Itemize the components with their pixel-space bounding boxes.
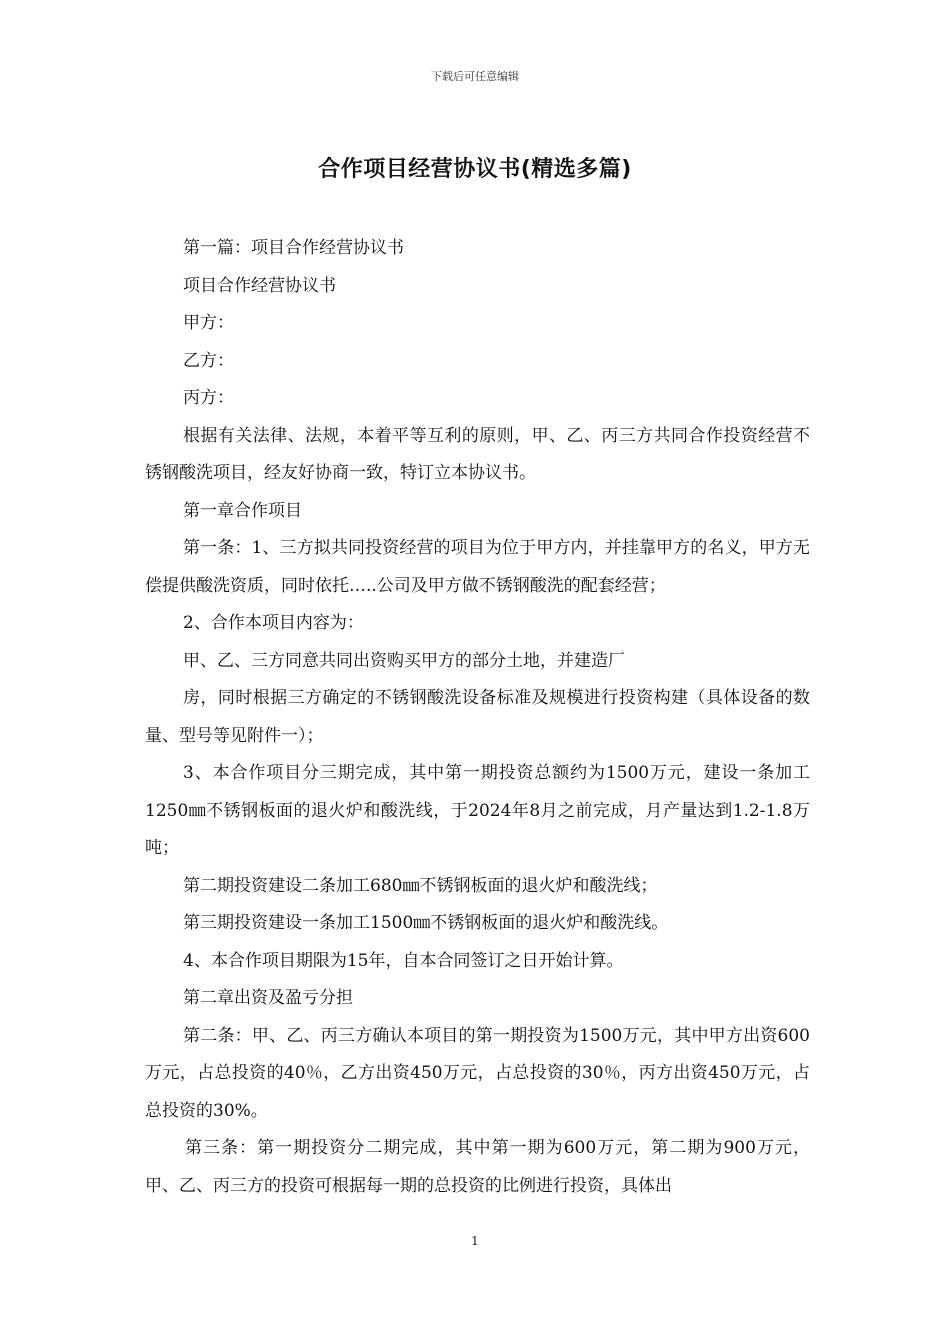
clause-paragraph: 甲、乙、三方同意共同出资购买甲方的部分土地，并建造厂 [183,650,625,671]
document-title: 合作项目经营协议书(精选多篇) [318,157,632,182]
clause-paragraph: 房，同时根据三方确定的不锈钢酸洗设备标准及规模进行投资构建（具体设备的数量、型号等见附件一）； [145,688,810,746]
party-b-line: 乙方： [183,350,234,371]
article-paragraph: 第二条：甲、乙、丙三方确认本项目的第一期投资为1500万元，其中甲方出资600万元，占总投资的40％，乙方出资450万元，占总投资的30％，丙方出资450万元，占总投资的30%。 [145,1025,810,1121]
clause-paragraph: 第二期投资建设二条加工680㎜不锈钢板面的退火炉和酸洗线； [183,875,658,896]
chapter-heading: 第一章合作项目 [183,500,302,521]
article-paragraph: 第三条：第一期投资分二期完成，其中第一期为600万元，第二期为900万元，甲、乙、丙三方的投资可根据每一期的总投资的比例进行投资，具体出 [145,1138,810,1196]
document-body [145,230,810,1205]
clause-paragraph: 第三期投资建设一条加工1500㎜不锈钢板面的退火炉和酸洗线。 [183,913,669,933]
chapter-heading: 第二章出资及盈亏分担 [183,988,353,1008]
clause-paragraph: 3、本合作项目分三期完成，其中第一期投资总额约为1500万元，建设一条加工1250㎜不锈钢板面的退火炉和酸洗线，于2024年8月之前完成，月产量达到1.2-1.8万吨； [145,763,810,858]
article-paragraph: 第一条：1、三方拟共同投资经营的项目为位于甲方内，并挂靠甲方的名义，甲方无偿提供酸洗资质，同时依托…..公司及甲方做不锈钢酸洗的配套经营； [145,538,810,596]
preamble-paragraph: 根据有关法律、法规，本着平等互利的原则，甲、乙、丙三方共同合作投资经营不锈钢酸洗项目，经友好协商一致，特订立本协议书。 [145,425,810,483]
party-a-line: 甲方： [183,313,234,333]
clause-paragraph: 2、合作本项目内容为： [183,613,364,633]
section-heading: 第一篇：项目合作经营协议书 [183,238,404,258]
party-c-line: 丙方： [183,388,234,408]
page-number: 1 [471,1234,479,1248]
header-note: 下载后可任意编辑 [431,70,519,83]
clause-paragraph: 4、本合作项目期限为15年，自本合同签订之日开始计算。 [183,950,624,971]
agreement-name: 项目合作经营协议书 [183,275,336,296]
